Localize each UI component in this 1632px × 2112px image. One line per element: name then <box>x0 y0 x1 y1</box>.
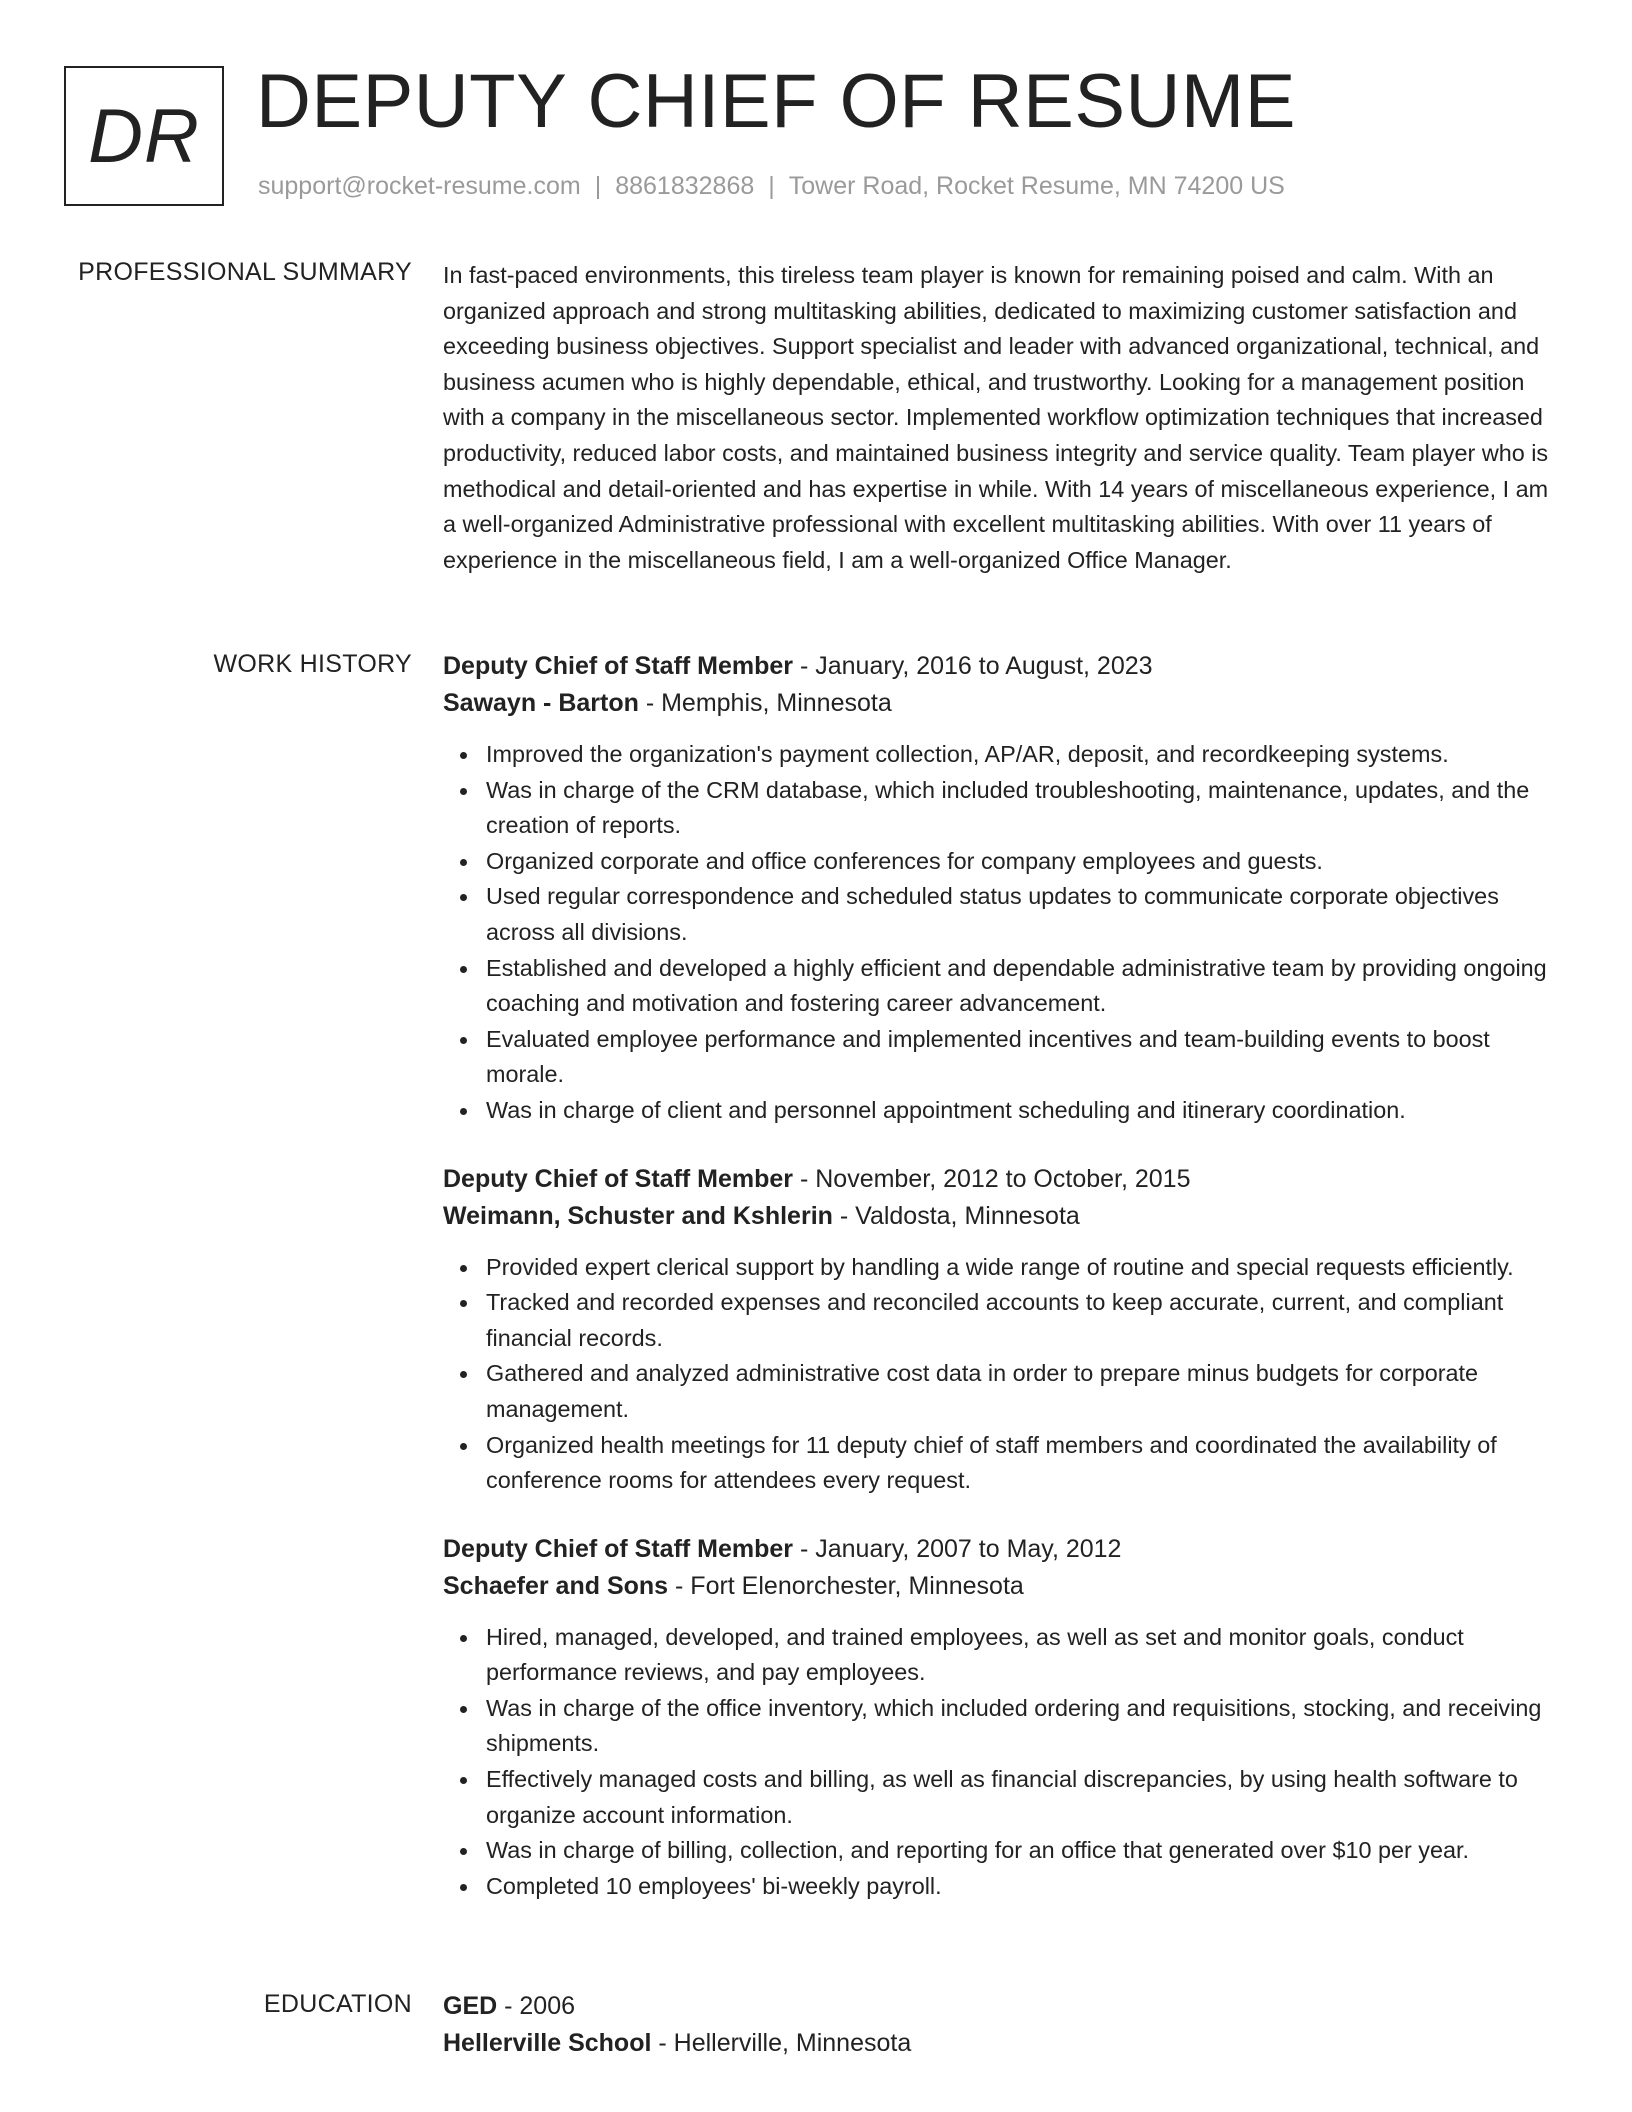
summary-heading: PROFESSIONAL SUMMARY <box>78 258 412 286</box>
job-bullet: Was in charge of the office inventory, which included ordering and requisitions, stocking, and receiving shipments. <box>486 1691 1555 1762</box>
job-title: Deputy Chief of Staff Member <box>443 1164 794 1193</box>
summary-text: In fast-paced environments, this tireless team player is known for remaining poised and calm. With an organized approach and strong multitasking abilities, dedicated to maximizing customer satisfaction and exceeding business objectives. Support specialist and leader with advanced organizational, technical, and business acumen who is highly dependable, ethical, and trustworthy. Looking for a management position with a company in the miscellaneous sector. Implemented workflow optimization techniques that increased productivity, reduced labor costs, and maintained business integrity and service quality. Team player who is methodical and detail-oriented and has expertise in while. With 14 years of miscellaneous experience, I am a well-organized Administrative professional with excellent multitasking abilities. With over 11 years of experience in the miscellaneous field, I am a well-organized Office Manager. <box>443 262 1549 573</box>
job-location: - Valdosta, Minnesota <box>832 1201 1080 1230</box>
job-company: Weimann, Schuster and Kshlerin <box>443 1201 833 1230</box>
job-title: Deputy Chief of Staff Member <box>443 1534 794 1563</box>
job-bullet: Tracked and recorded expenses and reconciled accounts to keep accurate, current, and compliant financial records. <box>486 1285 1555 1356</box>
contact-email[interactable]: support@rocket-resume.com <box>258 172 581 200</box>
job-bullet: Evaluated employee performance and implemented incentives and team-building events to boost morale. <box>486 1022 1555 1093</box>
education-school: Hellerville School <box>443 2029 652 2057</box>
job-bullet: Gathered and analyzed administrative cost data in order to prepare minus budgets for corporate management. <box>486 1356 1555 1427</box>
job-entry <box>443 1161 1555 1499</box>
education-degree-line <box>443 1988 1555 2025</box>
job-title-line <box>443 648 1555 685</box>
education-degree: GED <box>443 1992 498 2020</box>
job-entry <box>443 648 1555 1129</box>
job-company-line <box>443 1198 1555 1235</box>
job-bullet: Was in charge of the CRM database, which included troubleshooting, maintenance, updates, and the creation of reports. <box>486 773 1555 844</box>
education-heading: EDUCATION <box>263 1990 412 2018</box>
monogram-initials: DR <box>88 93 200 179</box>
job-location: - Memphis, Minnesota <box>638 689 892 717</box>
job-company: Sawayn - Barton <box>443 689 639 717</box>
job-company-line <box>443 685 1555 722</box>
job-bullet: Was in charge of billing, collection, and reporting for an office that generated over $10 per year. <box>486 1833 1555 1869</box>
job-entry <box>443 1531 1555 1905</box>
job-dates: - January, 2016 to August, 2023 <box>793 652 1153 680</box>
monogram-box <box>64 66 224 206</box>
job-dates: - January, 2007 to May, 2012 <box>793 1534 1122 1563</box>
job-bullet: Completed 10 employees' bi-weekly payroll. <box>486 1869 1555 1905</box>
job-dates: - November, 2012 to October, 2015 <box>793 1164 1191 1193</box>
education-year: - 2006 <box>497 1992 576 2020</box>
job-company: Schaefer and Sons <box>443 1571 669 1600</box>
job-title-line <box>443 1531 1555 1568</box>
job-company-line <box>443 1568 1555 1605</box>
job-bullet: Improved the organization's payment collection, AP/AR, deposit, and recordkeeping systems. <box>486 737 1555 773</box>
job-bullet: Used regular correspondence and scheduled status updates to communicate corporate objectives across all divisions. <box>486 879 1555 950</box>
job-title-line <box>443 1161 1555 1198</box>
job-bullets <box>443 1620 1555 1905</box>
job-bullet: Organized health meetings for 11 deputy chief of staff members and coordinated the availability of conference rooms for attendees every request. <box>486 1428 1555 1499</box>
contact-address: Tower Road, Rocket Resume, MN 74200 US <box>788 172 1285 200</box>
job-bullet: Established and developed a highly efficient and dependable administrative team by providing ongoing coaching and motivation and fostering career advancement. <box>486 951 1555 1022</box>
education-location: - Hellerville, Minnesota <box>651 2029 912 2057</box>
job-bullet: Organized corporate and office conferences for company employees and guests. <box>486 844 1555 880</box>
contact-separator: | <box>768 172 775 200</box>
job-bullets <box>443 737 1555 1129</box>
candidate-name: DEPUTY CHIEF OF RESUME <box>256 59 1296 144</box>
job-location: - Fort Elenorchester, Minnesota <box>668 1571 1024 1600</box>
contact-phone[interactable]: 8861832868 <box>615 172 755 200</box>
education-school-line <box>443 2025 1555 2062</box>
job-bullet: Was in charge of client and personnel appointment scheduling and itinerary coordination. <box>486 1093 1555 1129</box>
contact-line <box>258 172 1285 201</box>
contact-separator: | <box>594 172 602 200</box>
job-bullets <box>443 1250 1555 1499</box>
job-bullet: Provided expert clerical support by handling a wide range of routine and special requests efficiently. <box>486 1250 1555 1286</box>
work-history-heading: WORK HISTORY <box>213 650 412 678</box>
job-bullet: Effectively managed costs and billing, as well as financial discrepancies, by using health software to organize account information. <box>486 1762 1555 1833</box>
job-bullet: Hired, managed, developed, and trained employees, as well as set and monitor goals, conduct performance reviews, and pay employees. <box>486 1620 1555 1691</box>
job-title: Deputy Chief of Staff Member <box>443 652 794 680</box>
